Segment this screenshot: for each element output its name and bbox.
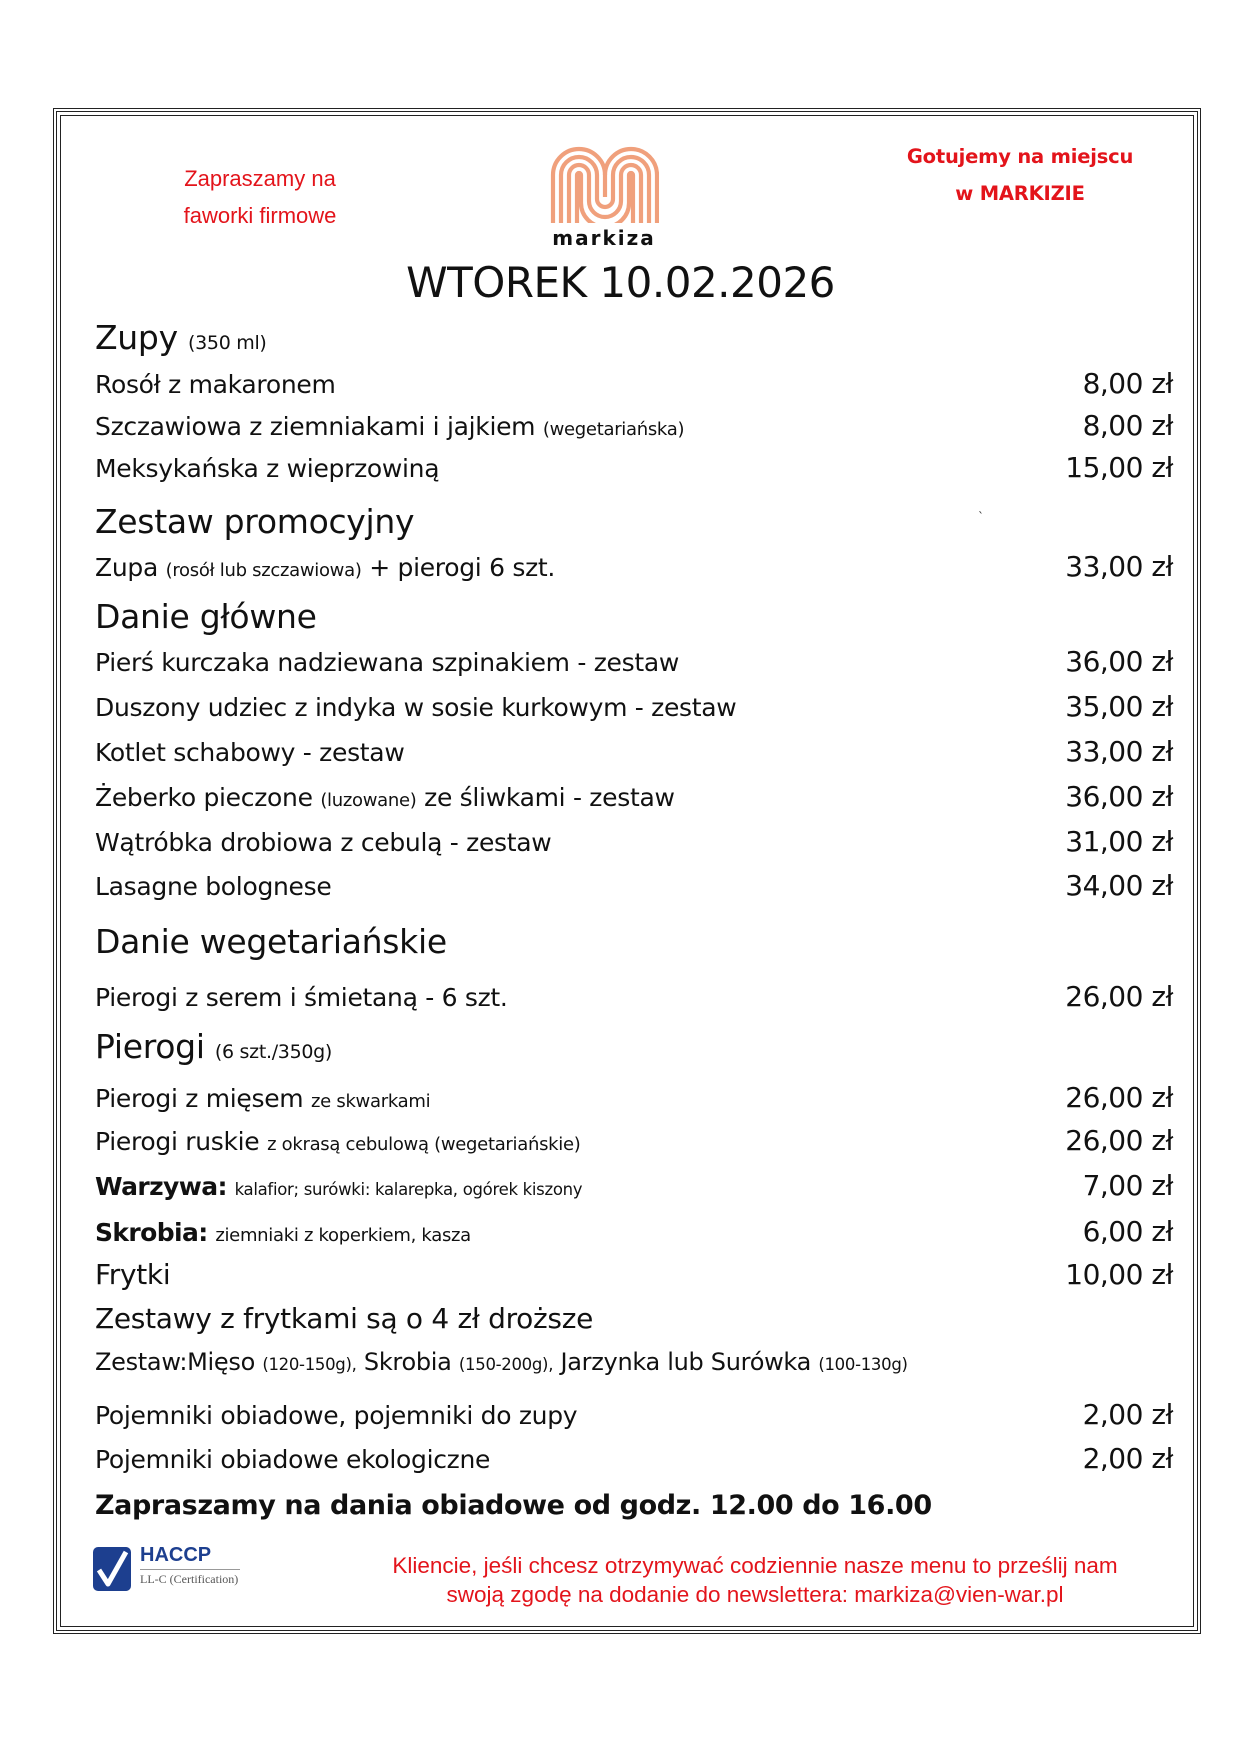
item-price: 34,00 zł (1065, 869, 1173, 902)
extra-label: Skrobia: (95, 1218, 208, 1247)
item-name-suffix: ze śliwkami - zestaw (424, 783, 675, 812)
item-name: Pierogi ruskie (95, 1127, 260, 1156)
menu-item-row (95, 1081, 1173, 1114)
item-note: (wegetariańska) (542, 419, 685, 440)
extra-label: Warzywa: (95, 1172, 227, 1201)
item-name: Kotlet schabowy - zestaw (95, 738, 405, 767)
menu-item-row (95, 780, 1173, 813)
item-price: 31,00 zł (1065, 825, 1173, 858)
item-price: 6,00 zł (1082, 1215, 1173, 1248)
section-note: (350 ml) (188, 332, 267, 354)
stray-mark: ` (978, 510, 984, 524)
section-heading-zestaw (95, 502, 1173, 541)
haccp-subtitle: LL-C (Certification) (140, 1572, 239, 1586)
section-title: Danie wegetariańskie (95, 922, 447, 961)
section-heading-wege (95, 922, 1173, 961)
menu-item-row (95, 980, 1173, 1013)
extra-row (95, 1258, 1173, 1291)
newsletter-notice (330, 1551, 1180, 1609)
promo-left-line2: faworki firmowe (183, 203, 337, 228)
item-name: Zupa (95, 553, 158, 582)
fries-note-text: Zestawy z frytkami są o 4 zł droższe (95, 1302, 594, 1335)
section-title: Danie główne (95, 597, 317, 636)
menu-item-row (95, 550, 1173, 583)
item-price: 7,00 zł (1082, 1169, 1173, 1202)
menu-item-row (95, 367, 1173, 400)
item-name: Meksykańska z wieprzowiną (95, 454, 440, 483)
promo-left-line1: Zapraszamy na (184, 166, 336, 191)
item-price: 8,00 zł (1082, 367, 1173, 400)
item-price: 33,00 zł (1065, 550, 1173, 583)
item-name: Pierogi z serem i śmietaną - 6 szt. (95, 983, 508, 1012)
menu-item-row (95, 1124, 1173, 1157)
section-heading-pierogi (95, 1027, 1173, 1066)
section-title: Zupy (95, 318, 178, 357)
section-heading-zupy (95, 318, 1173, 357)
set-veg-weight: (100-130g) (818, 1355, 908, 1374)
item-name: Pojemniki obiadowe, pojemniki do zupy (95, 1401, 578, 1430)
item-note: z okrasą cebulową (wegetariańskie) (267, 1134, 581, 1155)
extra-row (95, 1215, 1173, 1248)
item-price: 26,00 zł (1065, 1081, 1173, 1114)
item-name-suffix: + pierogi 6 szt. (369, 553, 556, 582)
section-title: Pierogi (95, 1027, 205, 1066)
promo-faworki (150, 160, 370, 234)
extra-row (95, 1169, 1173, 1202)
opening-hours: Zapraszamy na dania obiadowe od godz. 12.00 do 16.00 (95, 1490, 932, 1521)
item-name: Wątróbka drobiowa z cebulą - zestaw (95, 828, 552, 857)
menu-item-row (95, 645, 1173, 678)
container-row (95, 1442, 1173, 1475)
fries-note (95, 1302, 1173, 1335)
set-veg: Jarzynka lub Surówka (560, 1348, 811, 1376)
section-title: Zestaw promocyjny (95, 502, 415, 541)
haccp-title: HACCP (140, 1544, 212, 1566)
newsletter-line2: swoją zgodę na dodanie do newslettera: markiza@vien-war.pl (446, 1582, 1064, 1607)
item-name: Lasagne bolognese (95, 872, 332, 901)
item-price: 15,00 zł (1065, 451, 1173, 484)
item-price: 2,00 zł (1082, 1442, 1173, 1475)
item-price: 36,00 zł (1065, 780, 1173, 813)
item-price: 8,00 zł (1082, 409, 1173, 442)
markiza-m-logo-icon (549, 145, 659, 223)
menu-item-row (95, 690, 1173, 723)
item-price: 36,00 zł (1065, 645, 1173, 678)
promo-right-line1: Gotujemy na miejscu (906, 145, 1134, 168)
item-name: Duszony udziec z indyka w sosie kurkowym - zestaw (95, 693, 737, 722)
newsletter-line1: Kliencie, jeśli chcesz otrzymywać codziennie nasze menu to prześlij nam (392, 1553, 1118, 1578)
extra-desc: kalafior; surówki: kalarepka, ogórek kiszony (234, 1180, 583, 1199)
item-price: 10,00 zł (1065, 1258, 1173, 1291)
set-starch: Skrobia (363, 1348, 452, 1376)
item-name: Rosół z makaronem (95, 370, 336, 399)
item-name: Pojemniki obiadowe ekologiczne (95, 1445, 491, 1474)
item-price: 2,00 zł (1082, 1398, 1173, 1431)
item-price: 26,00 zł (1065, 1124, 1173, 1157)
set-starch-weight: (150-200g), (458, 1355, 554, 1374)
item-note: (luzowane) (320, 790, 417, 811)
item-name: Pierś kurczaka nadziewana szpinakiem - zestaw (95, 648, 680, 677)
page-title: WTOREK 10.02.2026 (406, 258, 835, 307)
item-name: Pierogi z mięsem (95, 1084, 304, 1113)
extra-label: Frytki (95, 1258, 171, 1291)
set-meat-weight: (120-150g), (262, 1355, 357, 1374)
menu-item-row (95, 735, 1173, 768)
haccp-check-icon (92, 1546, 132, 1592)
container-row (95, 1398, 1173, 1431)
section-note: (6 szt./350g) (214, 1041, 333, 1063)
section-heading-glowne (95, 597, 1173, 636)
set-composition (95, 1348, 1173, 1376)
menu-item-row (95, 451, 1173, 484)
item-price: 35,00 zł (1065, 690, 1173, 723)
item-name: Żeberko pieczone (95, 783, 313, 812)
menu-item-row (95, 825, 1173, 858)
item-price: 33,00 zł (1065, 735, 1173, 768)
item-note: ze skwarkami (311, 1091, 431, 1112)
item-name: Szczawiowa z ziemniakami i jajkiem (95, 412, 536, 441)
set-meat: Zestaw:Mięso (95, 1348, 255, 1376)
item-note: (rosół lub szczawiowa) (165, 560, 362, 581)
promo-right-line2: w MARKIZIE (955, 182, 1085, 205)
menu-item-row (95, 409, 1173, 442)
item-price: 26,00 zł (1065, 980, 1173, 1013)
logo-text: markiza (552, 226, 656, 250)
promo-cooking (880, 138, 1160, 212)
extra-desc: ziemniaki z koperkiem, kasza (215, 1225, 471, 1246)
haccp-badge (92, 1540, 252, 1600)
menu-item-row (95, 869, 1173, 902)
